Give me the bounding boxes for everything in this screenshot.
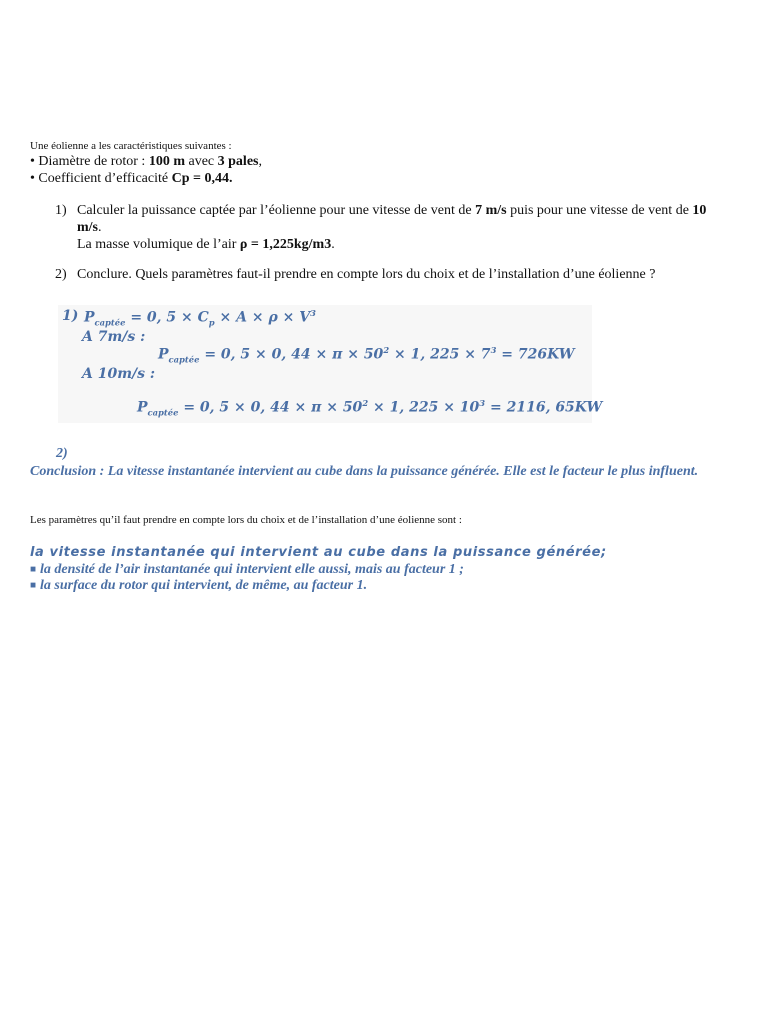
formula-part: 3	[490, 345, 497, 355]
formula-part: p	[208, 317, 215, 328]
formula-part: × 1, 225 × 10	[368, 399, 480, 416]
rotor-diameter-value: 100 m	[148, 154, 185, 169]
formula-part: × 1, 225 × 7	[389, 346, 491, 363]
air-density-value: ρ = 1,225kg/m3	[239, 237, 332, 252]
wind-speed-2: 10 m/s	[77, 203, 707, 235]
question-text-part: Calculer la puissance captée par l’éolienne pour une vitesse de vent de	[77, 203, 476, 218]
bullet-text: avec	[184, 154, 218, 169]
blade-count-value: 3 pales	[217, 154, 259, 169]
answer-2-label: 2)	[56, 446, 68, 461]
formula-part: 2	[362, 398, 369, 408]
formula-part: = 726KW	[496, 346, 575, 363]
formula-part: captée	[94, 317, 126, 328]
question-text	[77, 202, 717, 253]
intro-text: Une éolienne a les caractéristiques suivantes :	[30, 140, 232, 152]
formula-part: = 0, 5 × C	[125, 309, 209, 326]
question-text: Conclure. Quels paramètres faut-il prendre en compte lors du choix et de l’installation d’une éolienne ?	[77, 267, 656, 282]
question-text-part: .	[331, 237, 335, 252]
formula-part: captée	[147, 407, 179, 418]
formula-part: × A × ρ × V	[214, 309, 311, 326]
square-bullet-icon: ■	[30, 564, 37, 575]
formula-part: captée	[168, 354, 200, 365]
power-formula	[84, 308, 316, 327]
power-at-7ms-equation	[158, 345, 574, 364]
parameter-text: la surface du rotor qui intervient, de même, au facteur 1.	[40, 578, 368, 593]
parameters-intro: Les paramètres qu’il faut prendre en compte lors du choix et de l’installation d’une éolienne sont :	[30, 514, 462, 526]
bullet-text: • Coefficient d’efficacité	[30, 171, 172, 186]
parameter-item	[30, 578, 367, 594]
formula-part: = 0, 5 × 0, 44 × π × 50	[199, 346, 384, 363]
parameter-text: la densité de l’air instantanée qui intervient elle aussi, mais au facteur 1 ;	[40, 562, 464, 577]
speed-7-label: A 7m/s :	[82, 329, 146, 345]
square-bullet-icon: ■	[30, 580, 37, 591]
formula-part: = 0, 5 × 0, 44 × π × 50	[178, 399, 363, 416]
efficiency-bullet	[30, 171, 232, 187]
question-text-part: .	[98, 220, 102, 235]
formula-part: = 2116, 65KW	[485, 399, 603, 416]
parameter-item: la vitesse instantanée qui intervient au cube dans la puissance générée;	[30, 545, 607, 560]
answer-1-label: 1)	[62, 308, 79, 324]
rotor-diameter-bullet	[30, 154, 262, 170]
wind-speed-1: 7 m/s	[475, 203, 507, 218]
formula-part: 3	[310, 308, 316, 318]
formula-part: 3	[479, 398, 486, 408]
formula-part: P	[84, 309, 95, 326]
question-number: 1)	[55, 203, 67, 218]
question-text-part: puis pour une vitesse de vent de	[506, 203, 693, 218]
speed-10-label: A 10m/s :	[82, 366, 156, 382]
formula-part: P	[137, 399, 148, 416]
bullet-text: • Diamètre de rotor :	[30, 154, 149, 169]
formula-part: 2	[383, 345, 390, 355]
conclusion-text: Conclusion : La vitesse instantanée intervient au cube dans la puissance générée. Elle est le facteur le plus influent.	[30, 464, 699, 479]
parameter-item	[30, 562, 464, 578]
power-at-10ms-equation	[137, 398, 602, 417]
question-text-part: La masse volumique de l’air	[77, 237, 240, 252]
question-number: 2)	[55, 267, 67, 282]
cp-value: Cp = 0,44.	[171, 171, 233, 186]
formula-part: P	[158, 346, 169, 363]
bullet-text: ,	[258, 154, 262, 169]
